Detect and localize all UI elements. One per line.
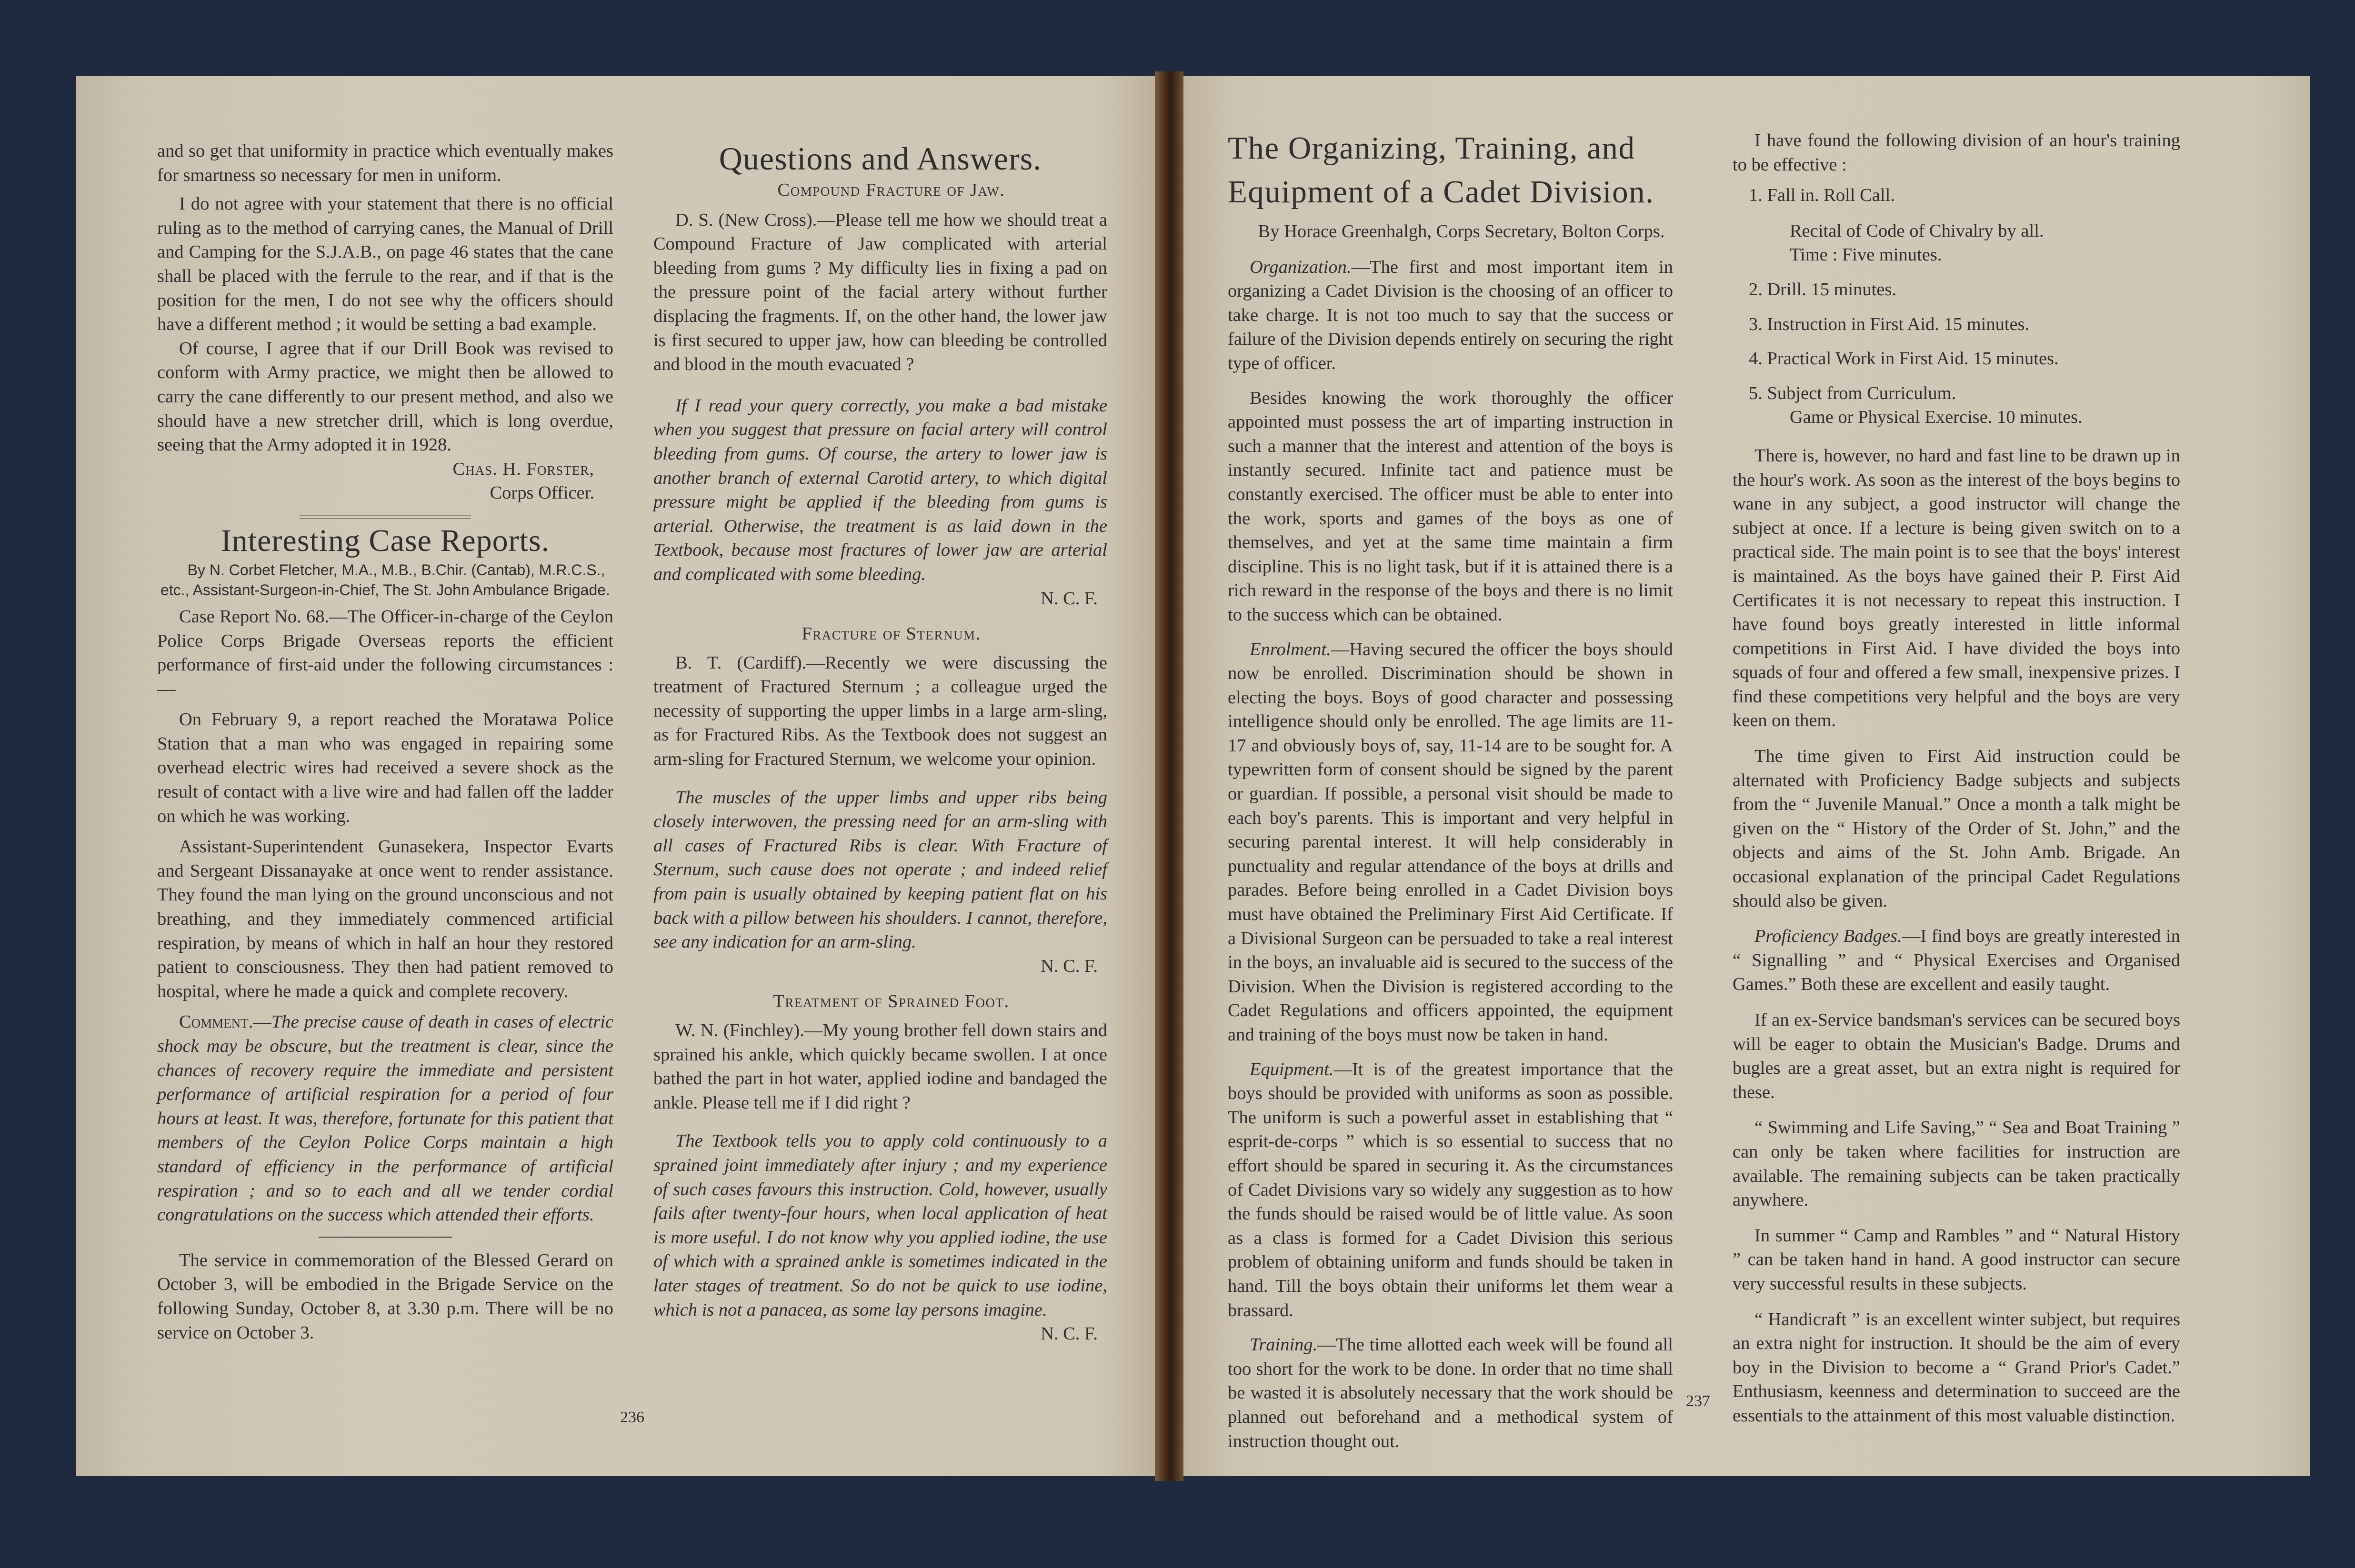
signature-name: Chas. H. Forster, <box>452 459 594 479</box>
left-column-1 <box>157 139 613 1345</box>
q3-question: W. N. (Finchley).—My young brother fell down stairs and sprained his ankle, which quickly became swollen. I at once bathed the part in hot water, applied iodine and bandaged the ankle. Please tell me if I did right ? <box>653 1020 1107 1113</box>
service-divider <box>319 1237 452 1238</box>
equipment-text: —It is of the greatest importance that the boys should be provided with uniforms as soon as possible. The uniform is such a powerful asset in establishing that “ esprit-de-corps ” which is so essential to success that no effort should be spared in securing it. As the circumstances of Cadet Divisions vary so widely any suggestion as to how the funds should be raised would be of little value. As soon as a class is formed for a Cadet Division this serious problem of obtaining uniform and funds should be taken in hand. Till the boys obtain their uniforms let them wear a brassard. <box>1228 1059 1673 1320</box>
training-label: Training. <box>1250 1335 1318 1355</box>
schedule-item-4: 4. Practical Work in First Aid. 15 minutes. <box>1749 349 2059 369</box>
schedule-item-5-detail: Game or Physical Exercise. 10 minutes. <box>1790 407 2083 428</box>
enrolment-label: Enrolment. <box>1250 639 1331 659</box>
proficiency-label: Proficiency Badges. <box>1754 926 1902 947</box>
q1-answer: If I read your query correctly, you make a bad mistake when you suggest that pressure on facial artery will control bleeding from gums. Of course, the artery to lower jaw is another branch of external Carotid artery, to which digital pressure might be applied if the bleeding from gums is arterial. Otherwise, the treatment is as laid down in the Textbook, because most fractures of lower jaw are arterial and complicated with some bleeding. <box>653 395 1107 584</box>
qa-title: Questions and Answers. <box>719 140 1042 177</box>
summer-paragraph: In summer “ Camp and Rambles ” and “ Natural History ” can be taken hand in hand. A good instructor can secure very successful results in these subjects. <box>1733 1225 2180 1294</box>
besides-paragraph: Besides knowing the work thoroughly the officer appointed must possess the art of imparting instruction in such a manner that the interest and attention of the boys is instantly secured. Infinite tact and patience must be constantly exercised. The officer must be able to enter into the work, sports and games of the boys as one of themselves, and yet at the same time maintain a firm discipline. This is no light task, but if it is attained there is a rich reward in the response of the boys and there is no limit to the success which can be obtained. <box>1228 388 1673 625</box>
comment-label: Comment.— <box>179 1012 271 1032</box>
schedule-item-1: 1. Fall in. Roll Call. <box>1749 185 1895 206</box>
case-paragraph-1: Case Report No. 68.—The Officer-in-charge of the Ceylon Police Corps Brigade Overseas reports the efficient performance of first-aid under the following circumstances :— <box>157 606 613 699</box>
case-reports-title: Interesting Case Reports. <box>220 523 550 558</box>
schedule-item-5: 5. Subject from Curriculum. <box>1749 383 1956 403</box>
q1-heading: Compound Fracture of Jaw. <box>777 180 1005 200</box>
enrolment-paragraph <box>1228 638 1673 1047</box>
enrolment-text: —Having secured the officer the boys should now be enrolled. Discrimination should be shown in electing the boys. Boys of good character and possessing intelligence should only be enrolled. The age limits are 11-17 and obviously boys of, say, 11-14 are to be sought for. A typewritten form of consent should be signed by the parent or guardian. If possible, a personal visit should be made to each boy's parents. This is important and very helpful in securing parental interest. It will help considerably in punctuality and regular attendance of the boys at drills and parades. Before being enrolled in a Cadet Division boys must have obtained the Preliminary First Aid Certificate. If a Divisional Surgeon can be persuaded to take a real interest in the boys, an invaluable aid is secured to the success of the Division. When the Division is registered according to the Cadet Regulations and officers appointed, the equipment and training of the boys must now be taken in hand. <box>1228 639 1673 1045</box>
equipment-label: Equipment. <box>1250 1059 1334 1079</box>
organization-text: —The first and most important item in organizing a Cadet Division is the choosing of an officer to take charge. It is not too much to say that the success or failure of the Division depends entirely on securing the right type of officer. <box>1228 257 1673 373</box>
q3-heading: Treatment of Sprained Foot. <box>773 991 1010 1012</box>
q3-signature: N. C. F. <box>1041 1324 1098 1344</box>
schedule-item-1-detail-a: Recital of Code of Chivalry by all. <box>1790 220 2044 241</box>
training-paragraph <box>1228 1333 1673 1453</box>
swimming-paragraph: “ Swimming and Life Saving,” “ Sea and Boat Training ” can only be taken where facilities for instruction are available. The remaining subjects can be taken practically anywhere. <box>1733 1118 2180 1210</box>
proficiency-paragraph <box>1733 924 2180 997</box>
q2-signature: N. C. F. <box>1041 956 1098 976</box>
schedule-list <box>1733 183 2180 429</box>
case-paragraph-2: On February 9, a report reached the Moratawa Police Station that a man who was engaged in repairing some overhead electric wires had received a severe shock as the result of contact with a live wire and had fallen off the ladder on which he was working. <box>157 709 613 826</box>
right-column-2 <box>1733 129 2180 1428</box>
q1-question: D. S. (New Cross).—Please tell me how we should treat a Compound Fracture of Jaw complicated with arterial bleeding from gums ? My difficulty lies in fixing a pad on the pressure point of the facial artery without further displacing the fragments. If, on the other hand, the lower jaw is first secured to upper jaw, how can bleeding be controlled and blood in the mouth evacuated ? <box>653 210 1107 375</box>
q2-question: B. T. (Cardiff).—Recently we were discussing the treatment of Fractured Sternum ; a colleague urged the necessity of supporting the upper limbs in a large arm-sling, as for Fractured Ribs. As the Textbook does not suggest an arm-sling for Fractured Sternum, we welcome your opinion. <box>653 652 1107 769</box>
handicraft-paragraph: “ Handicraft ” is an excellent winter subject, but requires an extra night for instruction. It should be the aim of every boy in the Division to become a “ Grand Prior's Cadet.” Enthusiasm, keenness and determination to succeed are the essentials to the attainment of this most valuable distinction. <box>1733 1309 2180 1426</box>
intro-paragraph-1: and so get that uniformity in practice which eventually makes for smartness so necessary for men in uniform. <box>157 141 613 185</box>
right-column-1 <box>1228 126 1673 1453</box>
comment-paragraph <box>157 1010 613 1227</box>
case-reports-byline: By N. Corbet Fletcher, M.A., M.B., B.Chir. (Cantab), M.R.C.S., etc., Assistant-Surgeon-in-Chief, The St. John Ambulance Brigade. <box>160 561 610 599</box>
schedule-intro: I have found the following division of an hour's training to be effective : <box>1733 130 2180 175</box>
q2-heading: Fracture of Sternum. <box>802 624 981 644</box>
equipment-paragraph <box>1228 1058 1673 1323</box>
comment-text: The precise cause of death in cases of electric shock may be obscure, but the treatment is clear, since the chances of recovery require the immediate and persistent performance of artificial respiration for a period of four hours at least. It was, therefore, fortunate for this patient that members of the Ceylon Police Corps maintain a high standard of efficiency in the performance of artificial respiration ; and so to each and all we tender cordial congratulations on the success which attended their efforts. <box>157 1012 613 1225</box>
flexibility-paragraph: There is, however, no hard and fast line to be drawn up in the hour's work. As soon as the interest of the boys begins to wane in any subject, a good instructor will change the subject at once. If a lecture is being given switch on to a practical side. The main point is to see that the boys' interest is maintained. As the boys have gained their P. First Aid Certificates it is not necessary to repeat this instruction. I have found boys greatly interested in little informal competitions in First Aid. I have divided the boys into squads of four and offered a few small, inexpensive prizes. I find these competitions very helpful and the boys are very keen on them. <box>1733 445 2180 731</box>
intro-paragraph-2: I do not agree with your statement that there is no official ruling as to the method of carrying canes, the Manual of Drill and Camping for the S.J.A.B., on page 46 states that the cane shall be placed with the ferrule to the rear, and if that is the position for the men, I do not see why the officers should have a different method ; it would be setting a bad example. <box>157 194 613 335</box>
cadet-article-title: The Organizing, Training, and Equipment of a Cadet Division. <box>1228 130 1654 210</box>
bandsman-paragraph: If an ex-Service bandsman's services can be secured boys will be eager to obtain the Musician's Badge. Drums and bugles are a great asset, but an extra night is required for these. <box>1733 1010 2180 1102</box>
case-paragraph-3: Assistant-Superintendent Gunasekera, Inspector Evarts and Sergeant Dissanayake at once went to render assistance. They found the man lying on the ground unconscious and not breathing, and they immediately commenced artificial respiration, by means of which in half an hour they restored patient to consciousness. They then had patient removed to hospital, where he made a quick and complete recovery. <box>157 837 613 1001</box>
cadet-article-byline: By Horace Greenhalgh, Corps Secretary, Bolton Corps. <box>1258 221 1665 241</box>
training-text: —The time allotted each week will be found all too short for the work to be done. In order that no time shall be wasted it is absolutely necessary that the work should be planned out beforehand and a methodical system of instruction thought out. <box>1228 1335 1673 1451</box>
signature-role: Corps Officer. <box>490 483 594 503</box>
proficiency-text: —I find boys are greatly interested in “ Signalling ” and “ Physical Exercises and Organised Games.” Both these are excellent and easily taught. <box>1733 926 2181 995</box>
left-column-2 <box>653 139 1107 1346</box>
schedule-item-3: 3. Instruction in First Aid. 15 minutes. <box>1749 314 2030 334</box>
q2-answer: The muscles of the upper limbs and upper ribs being closely interwoven, the pressing need for an arm-sling with all cases of Fractured Ribs is clear. With Fracture of Sternum, such cause does not operate ; and indeed relief from pain is usually obtained by keeping patient flat on his back with a pillow between his shoulders. I cannot, therefore, see any indication for an arm-sling. <box>653 787 1107 952</box>
section-divider <box>300 515 471 519</box>
left-page-number: 236 <box>620 1408 644 1426</box>
intro-paragraph-3: Of course, I agree that if our Drill Book was revised to conform with Army practice, we might then be allowed to carry the cane differently to our present method, and also we should have a new stretcher drill, which is long overdue, seeing that the Army adopted it in 1928. <box>157 338 613 455</box>
q1-signature: N. C. F. <box>1041 588 1098 609</box>
schedule-item-1-detail-b: Time : Five minutes. <box>1790 245 1942 265</box>
organization-label: Organization. <box>1250 257 1352 277</box>
q3-answer: The Textbook tells you to apply cold continuously to a sprained joint immediately after injury ; and my experience of such cases favours this instruction. Cold, however, usually fails after twenty-four hours, when local application of heat is more useful. I do not know why you applied iodine, the use of which with a sprained ankle is sometimes indicated in the later stages of treatment. So do not be quick to use iodine, which is not a panacea, as some lay persons imagine. <box>653 1131 1107 1320</box>
schedule-item-2: 2. Drill. 15 minutes. <box>1749 279 1897 300</box>
organization-paragraph <box>1228 255 1673 376</box>
alternation-paragraph: The time given to First Aid instruction could be alternated with Proficiency Badge subjects and subjects from the “ Juvenile Manual.” Once a month a talk might be given on the “ History of the Order of St. John,” and the objects and aims of the St. John Amb. Brigade. An occasional explanation of the principal Cadet Regulations should also be given. <box>1733 746 2180 911</box>
right-page-number: 237 <box>1686 1392 1710 1410</box>
service-paragraph: The service in commemoration of the Blessed Gerard on October 3, will be embodied in the Brigade Service on the following Sunday, October 8, at 3.30 p.m. There will be no service on October 3. <box>157 1250 613 1343</box>
book-gutter <box>1155 71 1183 1481</box>
